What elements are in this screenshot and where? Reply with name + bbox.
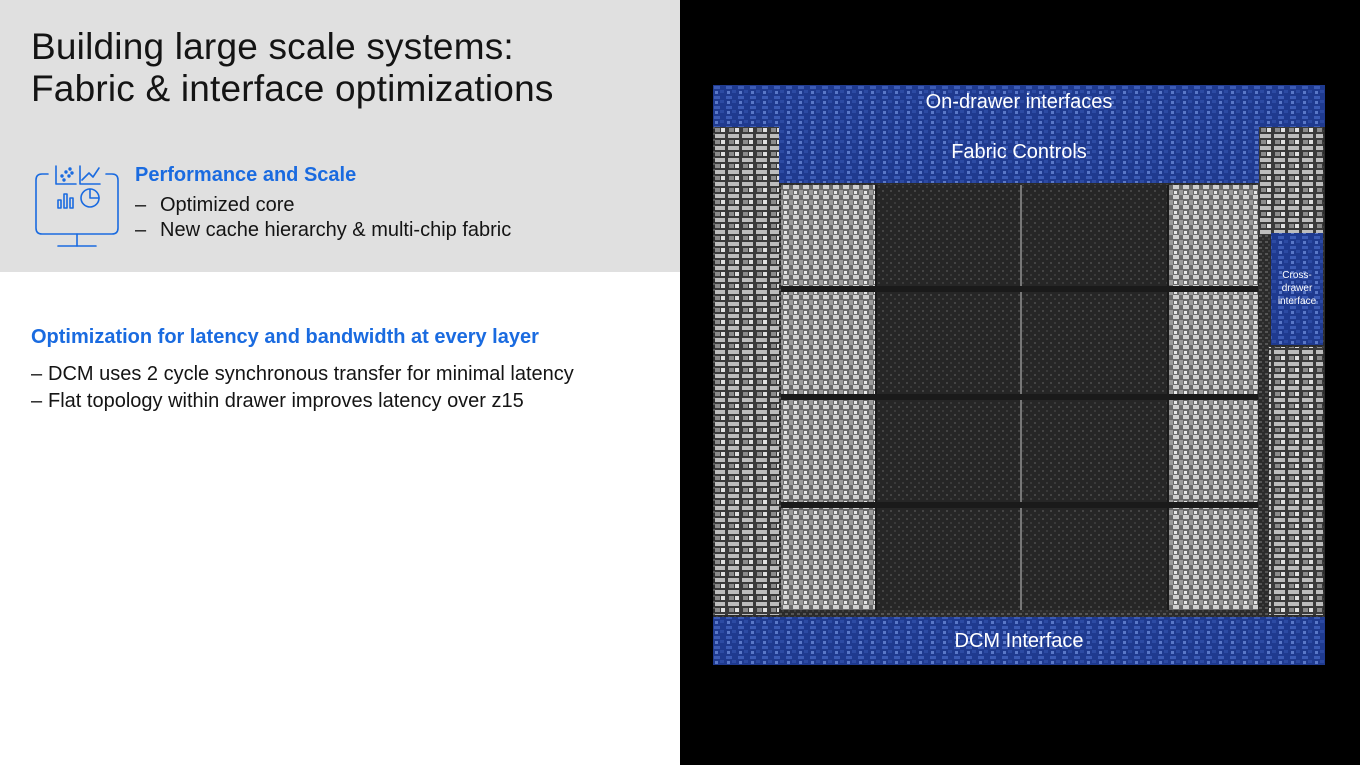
bullet-dash: – bbox=[31, 390, 43, 412]
list-item bbox=[135, 193, 511, 218]
cross-drawer-line-1: Cross- bbox=[1282, 270, 1312, 281]
on-drawer-interfaces-label: On-drawer interfaces bbox=[925, 91, 1113, 113]
slide-title bbox=[31, 26, 554, 110]
cross-drawer-interface-label bbox=[1270, 269, 1324, 308]
bullet-dash: – bbox=[135, 219, 147, 241]
bullet-text: Optimized core bbox=[160, 194, 295, 216]
list-item bbox=[31, 361, 574, 388]
bullet-text: DCM uses 2 cycle synchronous transfer for minimal latency bbox=[48, 363, 574, 385]
fabric-controls-label: Fabric Controls bbox=[951, 141, 1087, 163]
performance-heading: Performance and Scale bbox=[135, 164, 357, 186]
optimization-heading: Optimization for latency and bandwidth at every layer bbox=[31, 326, 539, 348]
cross-drawer-line-3: interface bbox=[1277, 296, 1317, 307]
bullet-dash: – bbox=[135, 194, 147, 216]
cross-drawer-line-2: drawer bbox=[1281, 283, 1313, 294]
title-line-1: Building large scale systems: bbox=[31, 26, 514, 67]
dcm-interface-label: DCM Interface bbox=[954, 630, 1084, 652]
list-item bbox=[31, 388, 574, 415]
bullet-dash: – bbox=[31, 363, 43, 385]
monitor-analytics-icon bbox=[34, 162, 120, 250]
title-line-2: Fabric & interface optimizations bbox=[31, 68, 554, 109]
chip-die-image bbox=[713, 85, 1325, 665]
bullet-text: Flat topology within drawer improves latency over z15 bbox=[48, 390, 524, 412]
die-graphic bbox=[713, 85, 1325, 665]
optimization-list bbox=[31, 361, 574, 415]
performance-list bbox=[135, 193, 511, 243]
list-item bbox=[135, 218, 511, 243]
bullet-text: New cache hierarchy & multi-chip fabric bbox=[160, 219, 512, 241]
